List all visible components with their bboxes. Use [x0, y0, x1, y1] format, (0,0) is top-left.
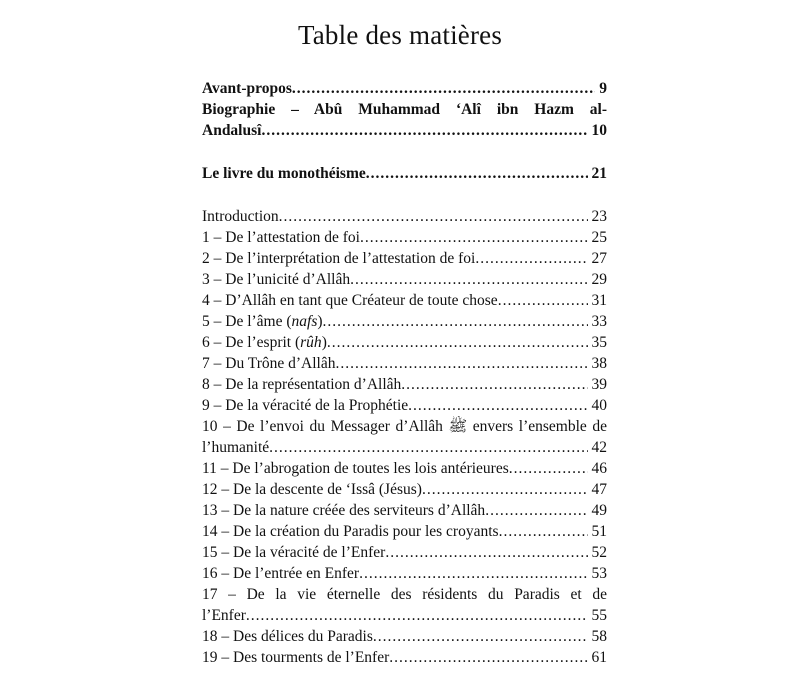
toc-entry-label-line2: Andalusî [202, 122, 262, 139]
toc-entry-page: 40 [591, 397, 607, 414]
toc-entry[interactable] [202, 626, 607, 647]
page-title: Table des matières [297, 20, 503, 50]
toc-entry[interactable] [202, 311, 607, 332]
toc-entry[interactable] [202, 332, 607, 353]
toc-entry-label: 7 – Du Trône d’Allâh [202, 355, 336, 372]
toc-entry-label: 13 – De la nature créée des serviteurs d’Allâh [202, 502, 486, 519]
dot-leader [485, 500, 587, 521]
toc-entry-label: 8 – De la représentation d’Allâh [202, 376, 402, 393]
toc-entry-label [202, 311, 323, 332]
toc-entry-10[interactable] [202, 416, 607, 458]
dot-leader [389, 647, 587, 668]
toc-entry-page: 58 [591, 628, 607, 645]
toc-entry-label-line2: l’Enfer [202, 607, 246, 624]
toc-entry-page: 25 [591, 229, 607, 246]
toc-entry-label: 9 – De la véracité de la Prophétie [202, 397, 409, 414]
toc-entry[interactable] [202, 458, 607, 479]
toc-entry[interactable] [202, 353, 607, 374]
toc-entry-page: 33 [591, 313, 607, 330]
dot-leader [279, 206, 588, 227]
toc-entry-biographie[interactable] [202, 99, 607, 141]
toc-entry[interactable] [202, 479, 607, 500]
toc-entry-label: Avant-propos [202, 80, 292, 97]
toc-entry-page: 35 [591, 334, 607, 351]
dot-leader [323, 311, 588, 332]
label-text: 6 – De l’esprit ( [202, 334, 301, 351]
toc-entry[interactable] [202, 542, 607, 563]
dot-leader [422, 479, 588, 500]
toc-entry-label [202, 332, 327, 353]
toc-entry-label: 2 – De l’interprétation de l’attestation de foi [202, 250, 476, 267]
toc-entry-page: 49 [591, 502, 607, 519]
table-of-contents [202, 78, 607, 668]
toc-entry[interactable] [202, 227, 607, 248]
toc-entry-label-line1: 10 – De l’envoi du Messager d’Allâh ﷺ envers l’ensemble de [202, 418, 607, 435]
toc-entry-page: 29 [591, 271, 607, 288]
toc-entry-page: 47 [591, 481, 607, 498]
toc-entry-label: Introduction [202, 208, 279, 225]
dot-leader [385, 542, 587, 563]
dot-leader [359, 563, 587, 584]
label-text: ) [321, 334, 327, 351]
toc-entry-page: 46 [591, 460, 607, 477]
toc-entry-page: 31 [591, 292, 607, 309]
toc-entry-page: 23 [591, 208, 607, 225]
toc-entry[interactable] [202, 290, 607, 311]
toc-entry-label: 16 – De l’entrée en Enfer [202, 565, 360, 582]
toc-entry-page: 55 [591, 607, 607, 624]
dot-leader [509, 458, 588, 479]
toc-entry-label: 1 – De l’attestation de foi [202, 229, 360, 246]
toc-entry[interactable] [202, 395, 607, 416]
label-italic-term: nafs [291, 313, 318, 330]
toc-entry[interactable] [202, 521, 607, 542]
toc-entry[interactable] [202, 248, 607, 269]
toc-entry-label: Le livre du monothéisme [202, 165, 366, 182]
label-text: ) [317, 313, 323, 330]
toc-entry[interactable] [202, 563, 607, 584]
toc-entry-label: 15 – De la véracité de l’Enfer [202, 544, 386, 561]
dot-leader [360, 227, 588, 248]
toc-entry-page: 52 [591, 544, 607, 561]
toc-entry-label-line1: 17 – De la vie éternelle des résidents du Paradis et de [202, 586, 607, 603]
section-gap [202, 141, 607, 163]
dot-leader [327, 332, 588, 353]
toc-entry-page: 21 [591, 165, 607, 182]
toc-entry-label: 12 – De la descente de ‘Issâ (Jésus) [202, 481, 422, 498]
dot-leader [335, 353, 587, 374]
section-gap [202, 184, 607, 206]
dot-leader [366, 163, 588, 184]
dot-leader [292, 78, 595, 99]
label-italic-term: rûh [300, 334, 322, 351]
toc-entry-page: 27 [591, 250, 607, 267]
toc-entry-label-line1: Biographie – Abû Muhammad ‘Alî ibn Hazm al- [202, 101, 607, 118]
toc-entry-label: 14 – De la création du Paradis pour les croyants [202, 523, 499, 540]
toc-entry-label: 3 – De l’unicité d’Allâh [202, 271, 351, 288]
dot-leader [373, 626, 588, 647]
toc-entry-label: 19 – Des tourments de l’Enfer [202, 649, 390, 666]
dot-leader [475, 248, 587, 269]
toc-entry-label: 18 – Des délices du Paradis [202, 628, 373, 645]
toc-entry-avant-propos[interactable] [202, 78, 607, 99]
toc-entry-livre[interactable] [202, 163, 607, 184]
toc-entry-label: 4 – D’Allâh en tant que Créateur de toute chose [202, 292, 498, 309]
toc-entry-17[interactable] [202, 584, 607, 626]
dot-leader [261, 120, 587, 141]
dot-leader [499, 521, 588, 542]
dot-leader [401, 374, 587, 395]
toc-entry-page: 61 [591, 649, 607, 666]
label-text: 5 – De l’âme ( [202, 313, 292, 330]
toc-entry-page: 9 [599, 80, 607, 97]
toc-entry[interactable] [202, 206, 607, 227]
toc-entry[interactable] [202, 269, 607, 290]
toc-entry[interactable] [202, 500, 607, 521]
dot-leader [350, 269, 587, 290]
toc-entry-page: 38 [591, 355, 607, 372]
toc-entry[interactable] [202, 374, 607, 395]
dot-leader [408, 395, 587, 416]
dot-leader [246, 605, 588, 626]
toc-entry-label: 11 – De l’abrogation de toutes les lois antérieures [202, 460, 509, 477]
toc-entry[interactable] [202, 647, 607, 668]
toc-entry-page: 39 [591, 376, 607, 393]
toc-entry-page: 10 [591, 122, 607, 139]
dot-leader [498, 290, 588, 311]
toc-entry-page: 53 [591, 565, 607, 582]
toc-entry-page: 51 [591, 523, 607, 540]
dot-leader [269, 437, 587, 458]
toc-entry-page: 42 [591, 439, 607, 456]
toc-entry-label-line2: l’humanité [202, 439, 270, 456]
